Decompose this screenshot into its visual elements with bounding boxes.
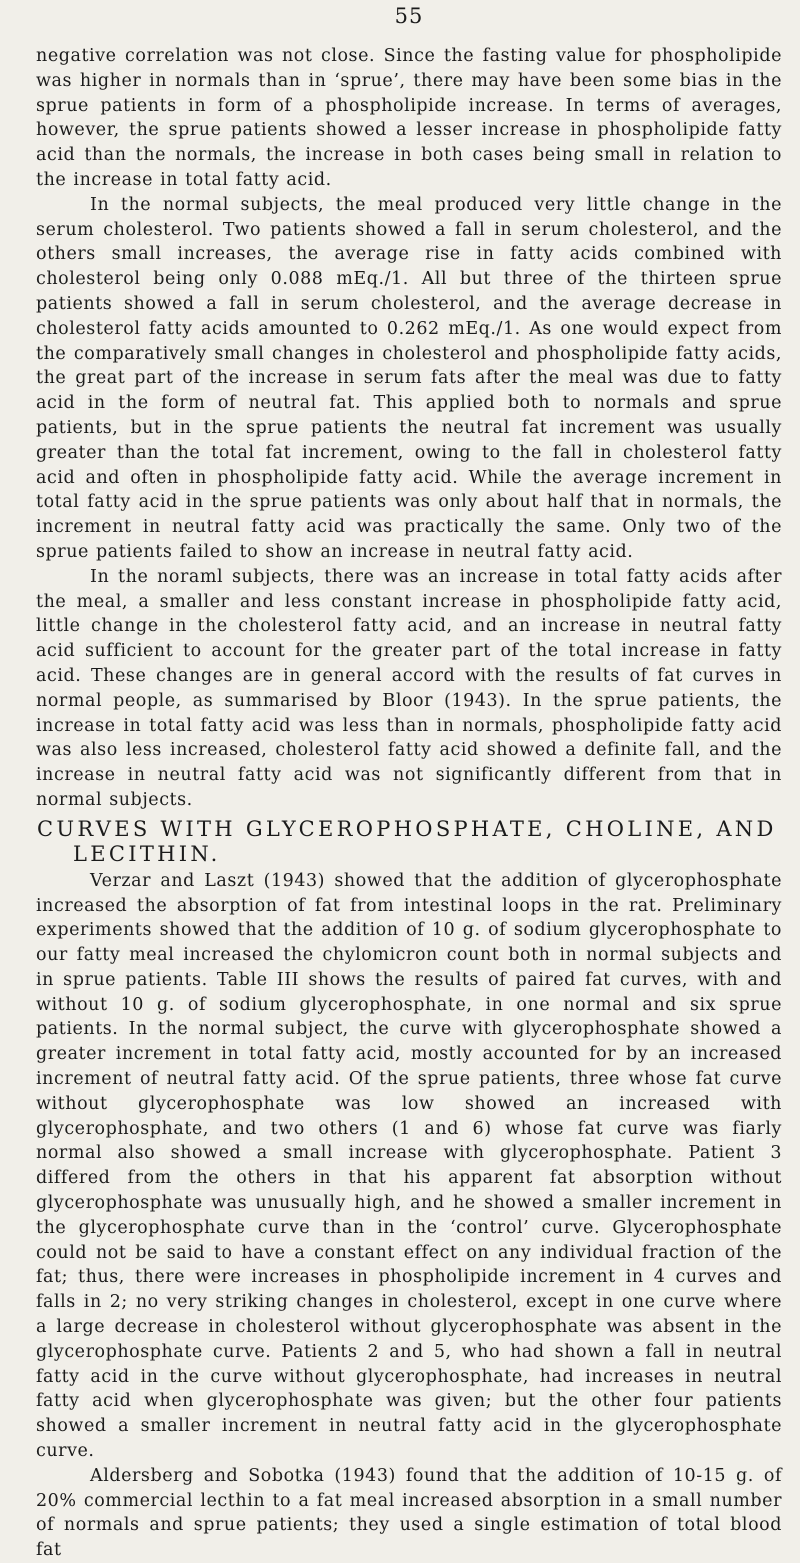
section-heading xyxy=(36,817,782,867)
section-heading-line2: LECITHIN. xyxy=(73,841,221,866)
paragraph-lecithin: Aldersberg and Sobotka (1943) found that the addition of 10-15 g. of 20% commercial lecthin to a fat meal increased absorption in a small number of normals and sprue patients; they used a single estimation of total blood fat xyxy=(36,1465,782,1561)
paragraph-normal-subjects-summary: In the noraml subjects, there was an increase in total fatty acids after the meal, a smaller and less constant increase in phospholipide fatty acid, little change in the cholesterol fatty acid, and an increase in neutral fatty acid sufficient to account for the greater part of the total increase in fatty acid. These changes are in general accord with the results of fat curves in normal people, as summarised by Bloor (1943). In the sprue patients, the increase in total fatty acid was less than in normals, phospholipide fatty acid was also less increased, cholesterol fatty acid showed a definite fall, and the increase in neutral fatty acid was not significantly different from that in normal subjects. xyxy=(36,566,782,810)
paragraph-phospholipide-correlation: negative correlation was not close. Since the fasting value for phospholipide was higher in normals than in ‘sprue’, there may have been some bias in the sprue patients in form of a phospholipide increase. In terms of averages, however, the sprue patients showed a lesser increase in phospholipide fatty acid than the normals, the increase in both cases being small in relation to the increase in total fatty acid. xyxy=(36,46,782,190)
paragraph-glycerophosphate: Verzar and Laszt (1943) showed that the addition of glycerophosphate increased the absorption of fat from intestinal loops in the rat. Preliminary experiments showed that the addition of 10 g. of sodium glycerophosphate to our fatty meal increased the chylomicron count both in normal subjects and in sprue patients. Table III shows the results of paired fat curves, with and without 10 g. of sodium glycerophosphate, in one normal and six sprue patients. In the normal subject, the curve with glycerophosphate showed a greater increment in total fatty acid, mostly accounted for by an increased increment of neutral fatty acid. Of the sprue patients, three whose fat curve without glycerophosphate was low showed an increased with glycerophosphate, and two others (1 and 6) whose fat curve was fiarly normal also showed a small increase with glycerophosphate. Patient 3 differed from the others in that his apparent fat absorption without glycerophosphate was unusually high, and he showed a smaller increment in the glycerophosphate curve than in the ‘control’ curve. Glycerophosphate could not be said to have a constant effect on any individual fraction of the fat; thus, there were increases in phospholipide increment in 4 curves and falls in 2; no very striking changes in cholesterol, except in one curve where a large decrease in cholesterol without glycerophosphate was absent in the glycerophosphate curve. Patients 2 and 5, who had shown a fall in neutral fatty acid in the curve without glycerophosphate, had increases in neutral fatty acid when glycerophosphate was given; but the other four patients showed a smaller increment in neutral fatty acid in the glycerophosphate curve. xyxy=(36,870,782,1462)
section-heading-line1: CURVES WITH GLYCEROPHOSPHATE, CHOLINE, AND xyxy=(37,816,777,841)
paragraph-serum-cholesterol: In the normal subjects, the meal produced very little change in the serum cholesterol. Two patients showed a fall in serum cholesterol, and the others small increases, the average rise in fatty acids combined with cholesterol being only 0.088 mEq./1. All but three of the thirteen sprue patients showed a fall in serum cholesterol, and the average decrease in cholesterol fatty acids amounted to 0.262 mEq./1. As one would expect from the comparatively small changes in cholesterol and phospholipide fatty acids, the great part of the increase in serum fats after the meal was due to fatty acid in the form of neutral fat. This applied both to normals and sprue patients, but in the sprue patients the neutral fat increment was usually greater than the total fat increment, owing to the fall in cholesterol fatty acid and often in phospholipide fatty acid. While the average increment in total fatty acid in the sprue patients was only about half that in normals, the increment in neutral fatty acid was practically the same. Only two of the sprue patients failed to show an increase in neutral fatty acid. xyxy=(36,194,782,562)
page-number: 55 xyxy=(394,4,424,28)
